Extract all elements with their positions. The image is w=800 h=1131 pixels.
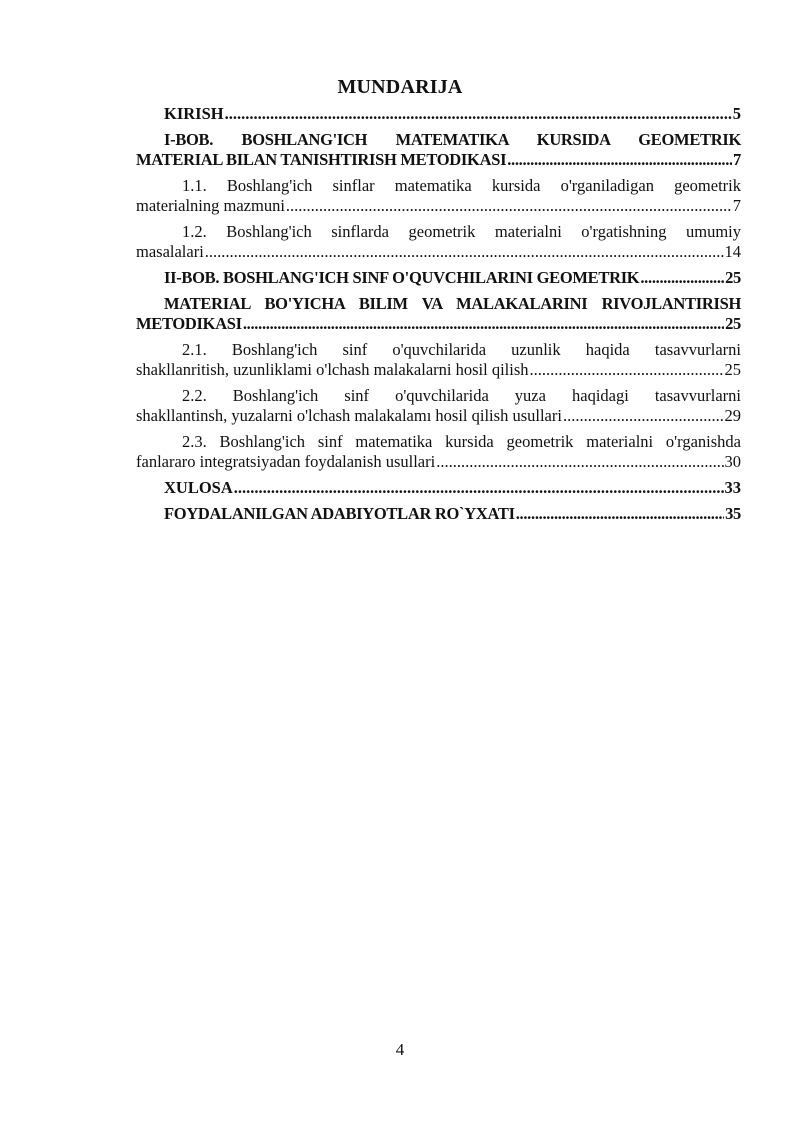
toc-entry-title-line1: 2.3. Boshlang'ich sinf matematika kursida geometrik materialni o'rganishda <box>182 432 741 451</box>
toc-line <box>136 104 741 124</box>
toc-entry-references[interactable] <box>136 504 741 524</box>
page-number: 4 <box>395 1040 405 1059</box>
toc-page-number: 14 <box>724 242 741 261</box>
toc-entry-section-2-2[interactable] <box>136 386 741 426</box>
toc-page-number: 30 <box>724 452 741 471</box>
toc-line <box>136 242 741 262</box>
toc-entry-chapter-2-continued[interactable] <box>136 294 741 334</box>
dot-leader <box>640 268 724 288</box>
toc-page-number: 7 <box>732 196 741 215</box>
toc-entry-chapter-1[interactable] <box>136 130 741 170</box>
dot-leader <box>507 150 732 170</box>
toc-entry-title-line2: materialning mazmuni <box>136 196 285 215</box>
toc-entry-kirish[interactable] <box>136 104 741 124</box>
toc-entry-title-line2: fanlararo integratsiyadan foydalanish usullari <box>136 452 436 471</box>
toc-entry-xulosa[interactable] <box>136 478 741 498</box>
table-of-contents <box>136 104 741 530</box>
toc-page-number: 7 <box>733 150 741 169</box>
toc-entry-title-line1: 2.1. Boshlang'ich sinf o'quvchilarida uzunlik haqida tasavvurlarni <box>182 340 741 359</box>
toc-entry-title-line2: shakllantinsh, yuzalarni o'lchash malakalamı hosil qilish usullari <box>136 406 562 425</box>
toc-entry-title-line1: MATERIAL BO'YICHA BILIM VA MALAKALARINI RIVOJLANTIRISH <box>164 294 741 313</box>
toc-entry-title-line2: shakllanritish, uzunliklami o'lchash malakalarni hosil qilish <box>136 360 529 379</box>
toc-entry-title: FOYDALANILGAN ADABIYOTLAR RO`YXATI <box>164 504 515 523</box>
toc-entry-title-line2: masalalari <box>136 242 204 261</box>
toc-line <box>136 406 741 426</box>
toc-page-number: 5 <box>732 104 741 123</box>
toc-entry-title-line1: 1.2. Boshlang'ich sinflarda geometrik materialni o'rgatishning umumiy <box>182 222 741 241</box>
toc-entry-chapter-2[interactable] <box>136 268 741 288</box>
dot-leader <box>436 452 723 472</box>
toc-page-number: 25 <box>724 360 741 379</box>
toc-entry-title: II-BOB. BOSHLANG'ICH SINF O'QUVCHILARINI GEOMETRIK <box>164 268 640 287</box>
toc-page-number: 25 <box>725 268 741 287</box>
toc-entry-title-line1: I-BOB. BOSHLANG'ICH MATEMATIKA KURSIDA GEOMETRIK <box>164 130 741 149</box>
dot-leader <box>243 314 724 334</box>
toc-entry-title: KIRISH <box>164 104 224 123</box>
toc-line <box>136 452 741 472</box>
dot-leader <box>234 478 724 498</box>
toc-entry-section-1-1[interactable] <box>136 176 741 216</box>
dot-leader <box>205 242 724 262</box>
toc-entry-title-line2: MATERIAL BILAN TANISHTIRISH METODIKASI <box>136 150 507 169</box>
toc-line <box>136 314 741 334</box>
toc-entry-title: XULOSA <box>164 478 233 497</box>
toc-entry-title-line1: 1.1. Boshlang'ich sinflar matematika kursida o'rganiladigan geometrik <box>182 176 741 195</box>
dot-leader <box>530 360 724 380</box>
toc-line <box>136 268 741 288</box>
dot-leader <box>286 196 732 216</box>
toc-page-number: 33 <box>724 478 741 497</box>
toc-entry-section-2-1[interactable] <box>136 340 741 380</box>
toc-line <box>136 478 741 498</box>
dot-leader <box>516 504 724 524</box>
toc-page-number: 25 <box>725 314 741 333</box>
toc-entry-section-1-2[interactable] <box>136 222 741 262</box>
toc-page-number: 29 <box>724 406 741 425</box>
toc-line <box>136 504 741 524</box>
toc-entry-title-line1: 2.2. Boshlang'ich sinf o'quvchilarida yuza haqidagi tasavvurlarni <box>182 386 741 405</box>
toc-line <box>136 150 741 170</box>
toc-entry-section-2-3[interactable] <box>136 432 741 472</box>
dot-leader <box>563 406 724 426</box>
toc-entry-title-line2: METODIKASI <box>136 314 242 333</box>
dot-leader <box>225 104 732 124</box>
page-title: MUNDARIJA <box>337 76 463 98</box>
toc-page-number: 35 <box>725 504 741 523</box>
toc-line <box>136 196 741 216</box>
toc-line <box>136 360 741 380</box>
